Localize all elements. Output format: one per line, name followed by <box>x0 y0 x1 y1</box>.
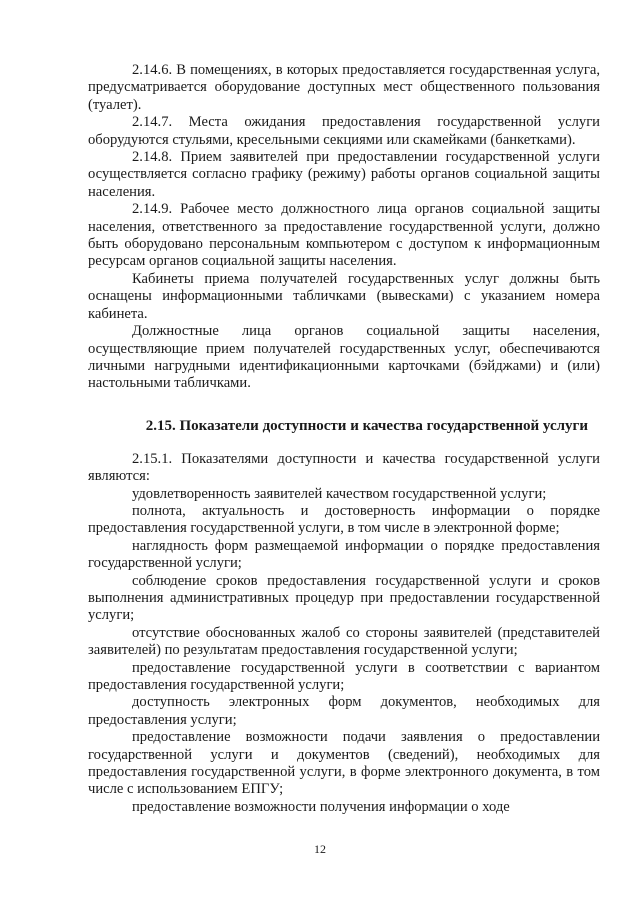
document-page <box>88 62 600 816</box>
list-item-visibility: наглядность форм размещаемой информации о порядке предоставления государственной услуги; <box>88 537 600 572</box>
paragraph-2-14-7: 2.14.7. Места ожидания предоставления государственной услуги оборудуются стульями, кресельными секциями или скамейками (банкетками). <box>88 114 600 148</box>
paragraph-cabinets: Кабинеты приема получателей государственных услуг должны быть оснащены информационными табличками (вывесками) с указанием номера кабинета. <box>88 270 600 322</box>
paragraph-2-14-8: 2.14.8. Прием заявителей при предоставлении государственной услуги осуществляется согласно графику (режиму) работы органов социальной защиты населения. <box>88 149 600 200</box>
list-item-no-complaints: отсутствие обоснованных жалоб со стороны заявителей (представителей заявителей) по результатам предоставления государственной услуги; <box>88 624 600 659</box>
list-item-electronic-submission: предоставление возможности подачи заявления о предоставлении государственной услуги и документов (сведений), необходимых для предоставления государственной услуги, в форме электронного документа, в том числе с использованием ЕПГУ; <box>88 729 600 798</box>
section-heading-2-15: 2.15. Показатели доступности и качества государственной услуги <box>145 417 588 434</box>
page-number: 12 <box>314 842 326 856</box>
list-item-satisfaction: удовлетворенность заявителей качеством государственной услуги; <box>132 485 547 502</box>
list-item-electronic-forms: доступность электронных форм документов, необходимых для предоставления услуги; <box>88 694 600 728</box>
list-item-progress-info: предоставление возможности получения информации о ходе <box>132 798 510 815</box>
paragraph-2-14-6: 2.14.6. В помещениях, в которых предоставляется государственная услуга, предусматривается оборудование доступных мест общественного пользования (туалет). <box>88 62 600 113</box>
list-item-variant: предоставление государственной услуги в соответствии с вариантом предоставления государственной услуги; <box>88 659 600 693</box>
paragraph-officials: Должностные лица органов социальной защиты населения, осуществляющие прием получателей государственных услуг, обеспечиваются личными нагрудными идентификационными карточками (бэйджами) и (или) настольными табличками. <box>88 323 600 392</box>
paragraph-2-15-1: 2.15.1. Показателями доступности и качества государственной услуги являются: <box>88 450 600 485</box>
list-item-deadlines: соблюдение сроков предоставления государственной услуги и сроков выполнения административных процедур при предоставлении государственной услуги; <box>88 572 600 624</box>
list-item-completeness: полнота, актуальность и достоверность информации о порядке предоставления государственной услуги, в том числе в электронной форме; <box>88 502 600 537</box>
paragraph-2-14-9: 2.14.9. Рабочее место должностного лица органов социальной защиты населения, ответственного за предоставление государственной услуги, должно быть оборудовано персональным компьютером с доступом к информационным ресурсам органов социальной защиты населения. <box>88 201 600 270</box>
